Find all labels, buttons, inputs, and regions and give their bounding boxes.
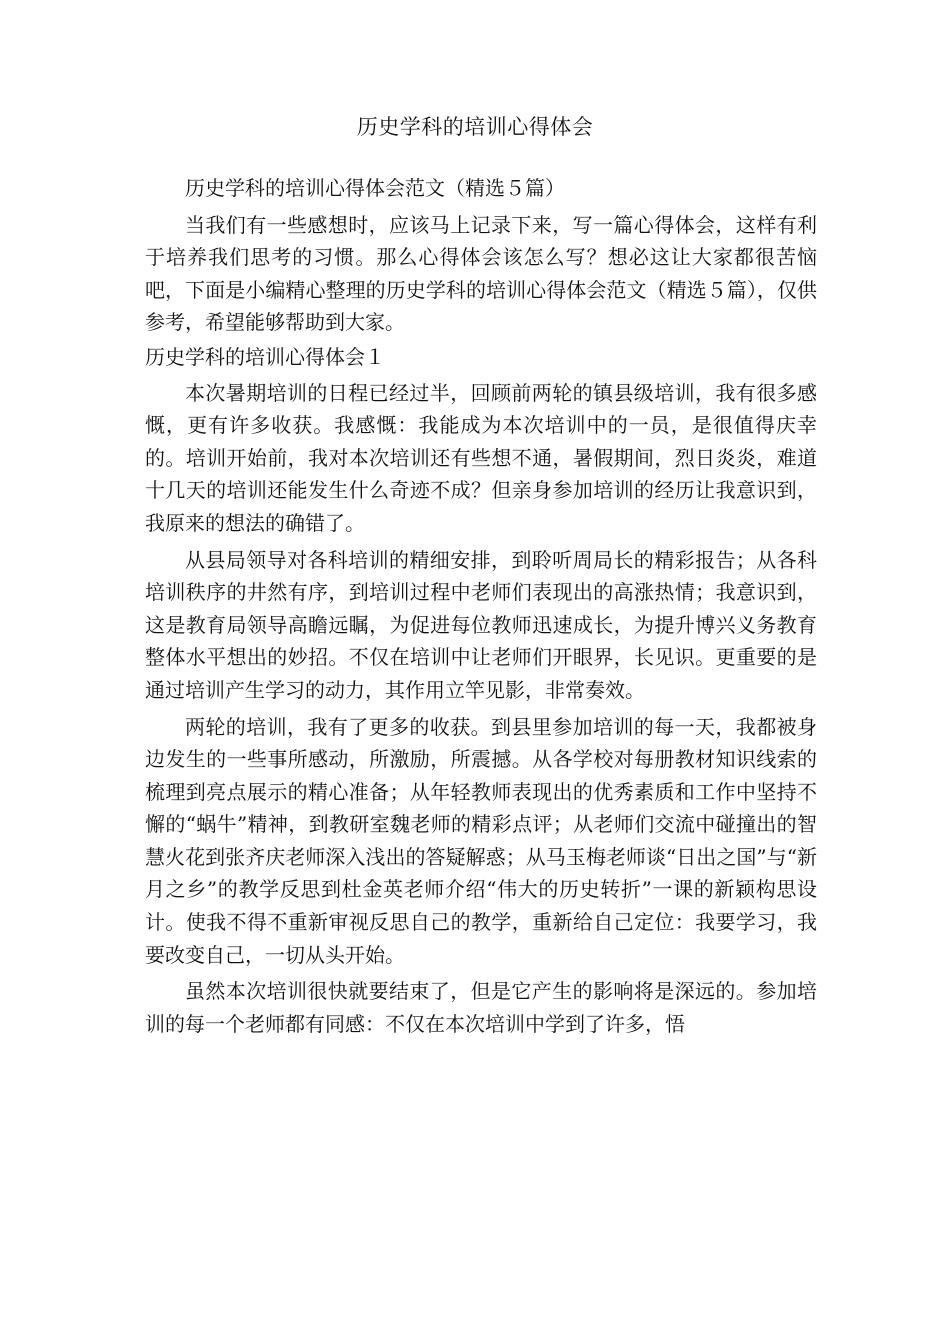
section-heading: 历史学科的培训心得体会１ [145,344,385,369]
document-body [145,172,817,1044]
body-paragraph-2: 从县局领导对各科培训的精细安排，到聆听周局长的精彩报告；从各科培训秩序的井然有序，到培训过程中老师们表现出的高涨热情；我意识到，这是教育局领导高瞻远瞩，为促进每位教师迅速成长，为提升博兴义务教育整体水平想出的妙招。不仅在培训中让老师们开眼界，长见识。更重要的是通过培训产生学习的动力，其作用立竿见影，非常奏效。 [145,547,817,702]
document-subtitle: 历史学科的培训心得体会范文（精选５篇） [185,176,565,200]
body-paragraph-3: 两轮的培训，我有了更多的收获。到县里参加培训的每一天，我都被身边发生的一些事所感动，所激励，所震撼。从各学校对每册教材知识线索的梳理到亮点展示的精心准备；从年轻教师表现出的优秀素质和工作中坚持不懈的“蜗牛”精神，到教研室魏老师的精彩点评；从老师们交流中碰撞出的智慧火花到张齐庆老师深入浅出的答疑解惑；从马玉梅老师谈“日出之国”与“新月之乡”的教学反思到杜金英老师介绍“伟大的历史转折”一课的新颖构思设计。使我不得不重新审视反思自己的教学，重新给自己定位：我要学习，我要改变自己，一切从头开始。 [145,714,817,967]
document-title: 历史学科的培训心得体会 [356,115,594,139]
body-paragraph-1: 本次暑期培训的日程已经过半，回顾前两轮的镇县级培训，我有很多感慨，更有许多收获。我感慨：我能成为本次培训中的一员，是很值得庆幸的。培训开始前，我对本次培训还有些想不通，暑假期间，烈日炎炎，难道十几天的培训还能发生什么奇迹不成？但亲身参加培训的经历让我意识到，我原来的想法的确错了。 [145,380,817,535]
intro-paragraph: 当我们有一些感想时，应该马上记录下来，写一篇心得体会，这样有利于培养我们思考的习惯。那么心得体会该怎么写？想必这让大家都很苦恼吧，下面是小编精心整理的历史学科的培训心得体会范文（精选５篇），仅供参考，希望能够帮助到大家。 [145,212,817,335]
body-paragraph-4: 虽然本次培训很快就要结束了，但是它产生的影响将是深远的。参加培训的每一个老师都有同感：不仅在本次培训中学到了许多，悟 [145,979,817,1036]
